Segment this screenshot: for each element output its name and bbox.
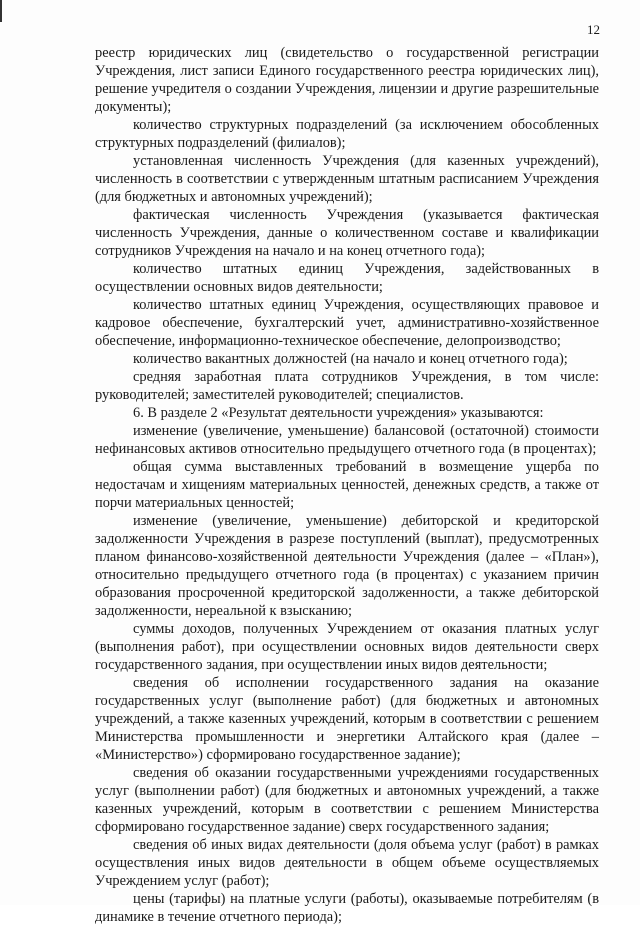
paragraph: количество структурных подразделений (за исключением обособленных структурных подразделений (филиалов); bbox=[95, 117, 599, 151]
paragraph: средняя заработная плата сотрудников Учреждения, в том числе: руководителей; заместителей руководителей; специалистов. bbox=[95, 369, 599, 403]
paragraph: сведения об иных видах деятельности (доля объема услуг (работ) в рамках осуществления иных видов деятельности в общем объеме осуществляемых Учреждением услуг (работ); bbox=[95, 837, 599, 889]
page-number: 12 bbox=[587, 22, 600, 37]
paragraph: сведения об оказании государственными учреждениями государственных услуг (выполнении работ) (для бюджетных и автономных учреждений, а также казенных учреждений, которым в соответствии с решением Министерства сформировано государственное задание) сверх государственного задания; bbox=[95, 765, 599, 835]
paragraph: сведения об исполнении государственного задания на оказание государственных услуг (выполнение работ) (для бюджетных и автономных учреждений, а также казенных учреждений, которым в соответствии с решением Министерства промышленности и энергетики Алтайского края (далее – «Министерство») сформировано государственное задание); bbox=[95, 675, 599, 763]
paragraph: общая сумма выставленных требований в возмещение ущерба по недостачам и хищениям материальных ценностей, денежных средств, а также от порчи материальных ценностей; bbox=[95, 459, 599, 511]
section-heading: 6. В разделе 2 «Результат деятельности учреждения» указываются: bbox=[133, 405, 544, 421]
paragraph: количество штатных единиц Учреждения, осуществляющих правовое и кадровое обеспечение, бухгалтерский учет, административно-хозяйственное обеспечение, информационно-техническое обеспечение, делопроизводство; bbox=[95, 297, 599, 349]
paragraph: количество вакантных должностей (на начало и конец отчетного года); bbox=[133, 351, 568, 367]
paragraph: изменение (увеличение, уменьшение) балансовой (остаточной) стоимости нефинансовых активов относительно предыдущего отчетного года (в процентах); bbox=[95, 423, 599, 457]
paragraph: цены (тарифы) на платные услуги (работы), оказываемые потребителям (в динамике в течение отчетного периода); bbox=[95, 891, 599, 925]
paragraph: количество штатных единиц Учреждения, задействованных в осуществлении основных видов деятельности; bbox=[95, 261, 599, 295]
scan-corner-mark bbox=[0, 0, 8, 22]
paragraph: изменение (увеличение, уменьшение) дебиторской и кредиторской задолженности Учреждения в разрезе поступлений (выплат), предусмотренных планом финансово-хозяйственной деятельности Учреждения (далее – «План»), относительно предыдущего отчетного года (в процентах) с указанием причин образования просроченной кредиторской задолженности, а также дебиторской задолженности, нереальной к взысканию; bbox=[95, 513, 599, 619]
paragraph: реестр юридических лиц (свидетельство о государственной регистрации Учреждения, лист записи Единого государственного реестра юридических лиц), решение учредителя о создании Учреждения, лицензии и другие разрешительные документы); bbox=[95, 45, 599, 115]
document-body bbox=[95, 44, 599, 926]
paragraph: установленная численность Учреждения (для казенных учреждений), численность в соответствии с утвержденным штатным расписанием Учреждения (для бюджетных и автономных учреждений); bbox=[95, 153, 599, 205]
paragraph: суммы доходов, полученных Учреждением от оказания платных услуг (выполнения работ), при осуществлении основных видов деятельности сверх государственного задания, при осуществлении иных видов деятельности; bbox=[95, 621, 599, 673]
paragraph: фактическая численность Учреждения (указывается фактическая численность Учреждения, данные о количественном составе и квалификации сотрудников Учреждения на начало и на конец отчетного года); bbox=[95, 207, 599, 259]
